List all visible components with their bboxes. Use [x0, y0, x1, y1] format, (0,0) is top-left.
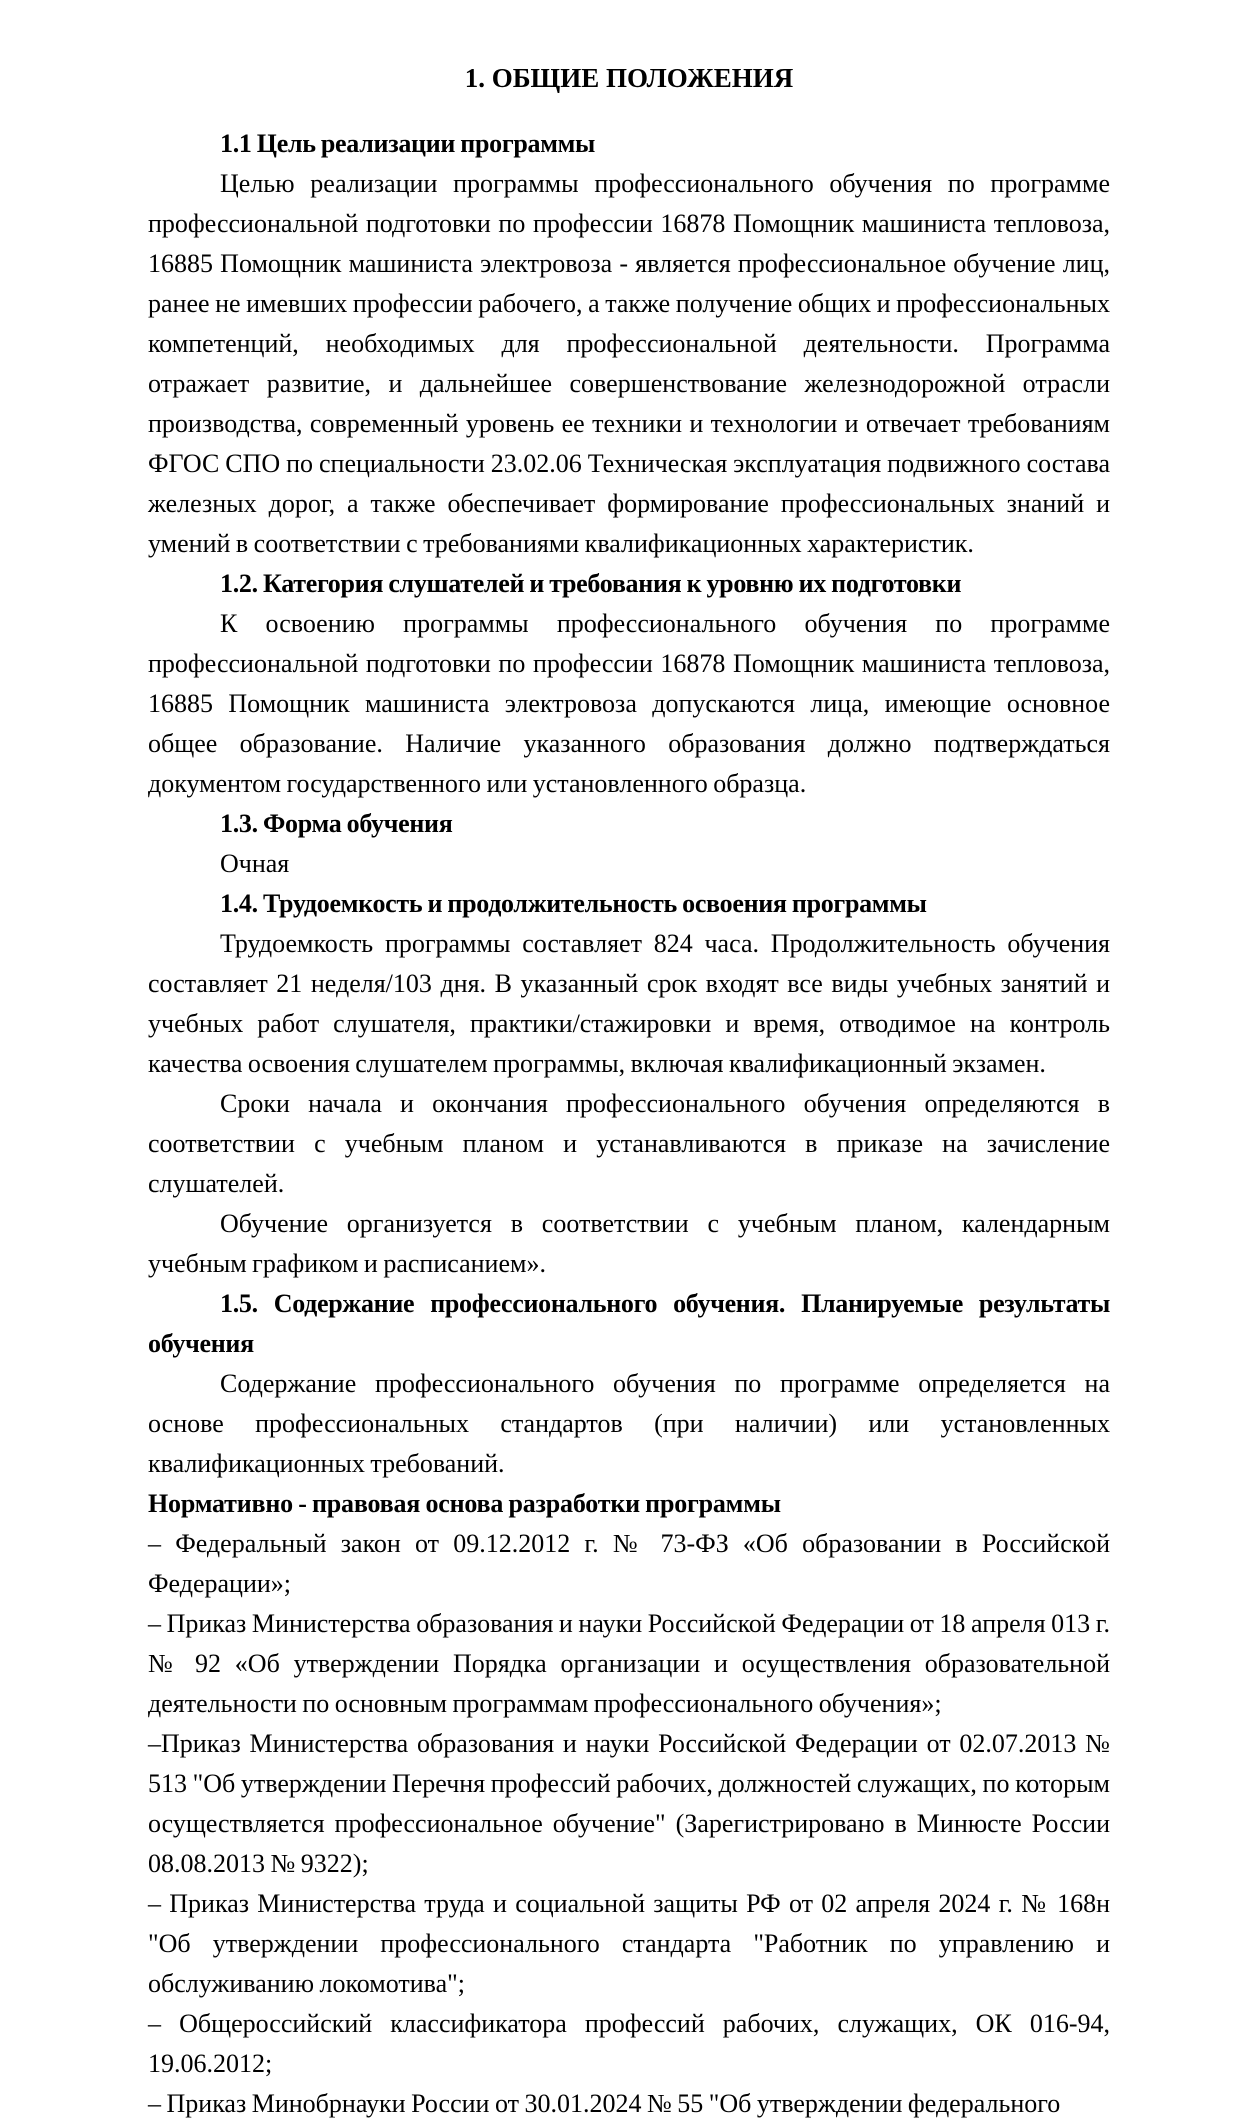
paragraph: Обучение организуется в соответствии с учебным планом, календарным учебным графиком и расписанием». — [148, 1209, 1110, 1278]
section-heading: 1.3. Форма обучения — [220, 809, 453, 838]
list-item: – Общероссийский классификатора профессий рабочих, служащих, ОК 016-94, 19.06.2012; — [148, 2009, 1110, 2078]
page-title: 1. ОБЩИЕ ПОЛОЖЕНИЯ — [464, 63, 794, 93]
paragraph: Трудоемкость программы составляет 824 часа. Продолжительность обучения составляет 21 неделя/103 дня. В указанный срок входят все виды учебных занятий и учебных работ слушателя, практики/стажировки и время, отводимое на контроль качества освоения слушателем программы, включая квалификационный экзамен. — [148, 929, 1110, 1078]
section-heading: 1.5. Содержание профессионального обучения. Планируемые результаты обучения — [148, 1289, 1110, 1358]
paragraph: Целью реализации программы профессионального обучения по программе профессиональной подготовки по профессии 16878 Помощник машиниста тепловоза, 16885 Помощник машиниста электровоза - является профессиональное обучение лиц, ранее не имевших профессии рабочего, а также получение общих и профессиональных компетенций, необходимых для профессиональной деятельности. Программа отражает развитие, и дальнейшее совершенствование железнодорожной отрасли производства, современный уровень ее техники и технологии и отвечает требованиям ФГОС СПО по специальности 23.02.06 Техническая эксплуатация подвижного состава железных дорог, а также обеспечивает формирование профессиональных знаний и умений в соответствии с требованиями квалификационных характеристик. — [148, 169, 1110, 558]
section-heading: Нормативно - правовая основа разработки программы — [148, 1489, 781, 1518]
list-item: – Приказ Минобрнауки России от 30.01.2024 № 55 "Об утверждении федерального — [148, 2089, 1061, 2118]
paragraph: Содержание профессионального обучения по программе определяется на основе профессиональных стандартов (при наличии) или установленных квалификационных требований. — [148, 1369, 1110, 1478]
list-item: – Приказ Министерства труда и социальной защиты РФ от 02 апреля 2024 г. № 168н "Об утверждении профессионального стандарта "Работник по управлению и обслуживанию локомотива"; — [148, 1889, 1110, 1998]
paragraph: Сроки начала и окончания профессионального обучения определяются в соответствии с учебным планом и устанавливаются в приказе на зачисление слушателей. — [148, 1089, 1110, 1198]
section-heading: 1.4. Трудоемкость и продолжительность освоения программы — [220, 889, 927, 918]
list-item: –Приказ Министерства образования и науки Российской Федерации от 02.07.2013 № 513 "Об утверждении Перечня профессий рабочих, должностей служащих, по которым осуществляется профессиональное обучение" (Зарегистрировано в Минюсте России 08.08.2013 № 9322); — [148, 1729, 1110, 1878]
section-heading: 1.1 Цель реализации программы — [220, 129, 596, 158]
list-item: – Федеральный закон от 09.12.2012 г. № 73-ФЗ «Об образовании в Российской Федерации»; — [148, 1529, 1110, 1598]
list-item: – Приказ Министерства образования и науки Российской Федерации от 18 апреля 013 г. № 92 «Об утверждении Порядка организации и осуществления образовательной деятельности по основным программам профессионального обучения»; — [148, 1609, 1110, 1718]
paragraph: К освоению программы профессионального обучения по программе профессиональной подготовки по профессии 16878 Помощник машиниста тепловоза, 16885 Помощник машиниста электровоза допускаются лица, имеющие основное общее образование. Наличие указанного образования должно подтверждаться документом государственного или установленного образца. — [148, 609, 1110, 798]
document-body — [148, 124, 1110, 2124]
section-heading: 1.2. Категория слушателей и требования к уровню их подготовки — [220, 569, 962, 598]
paragraph: Очная — [220, 849, 290, 878]
